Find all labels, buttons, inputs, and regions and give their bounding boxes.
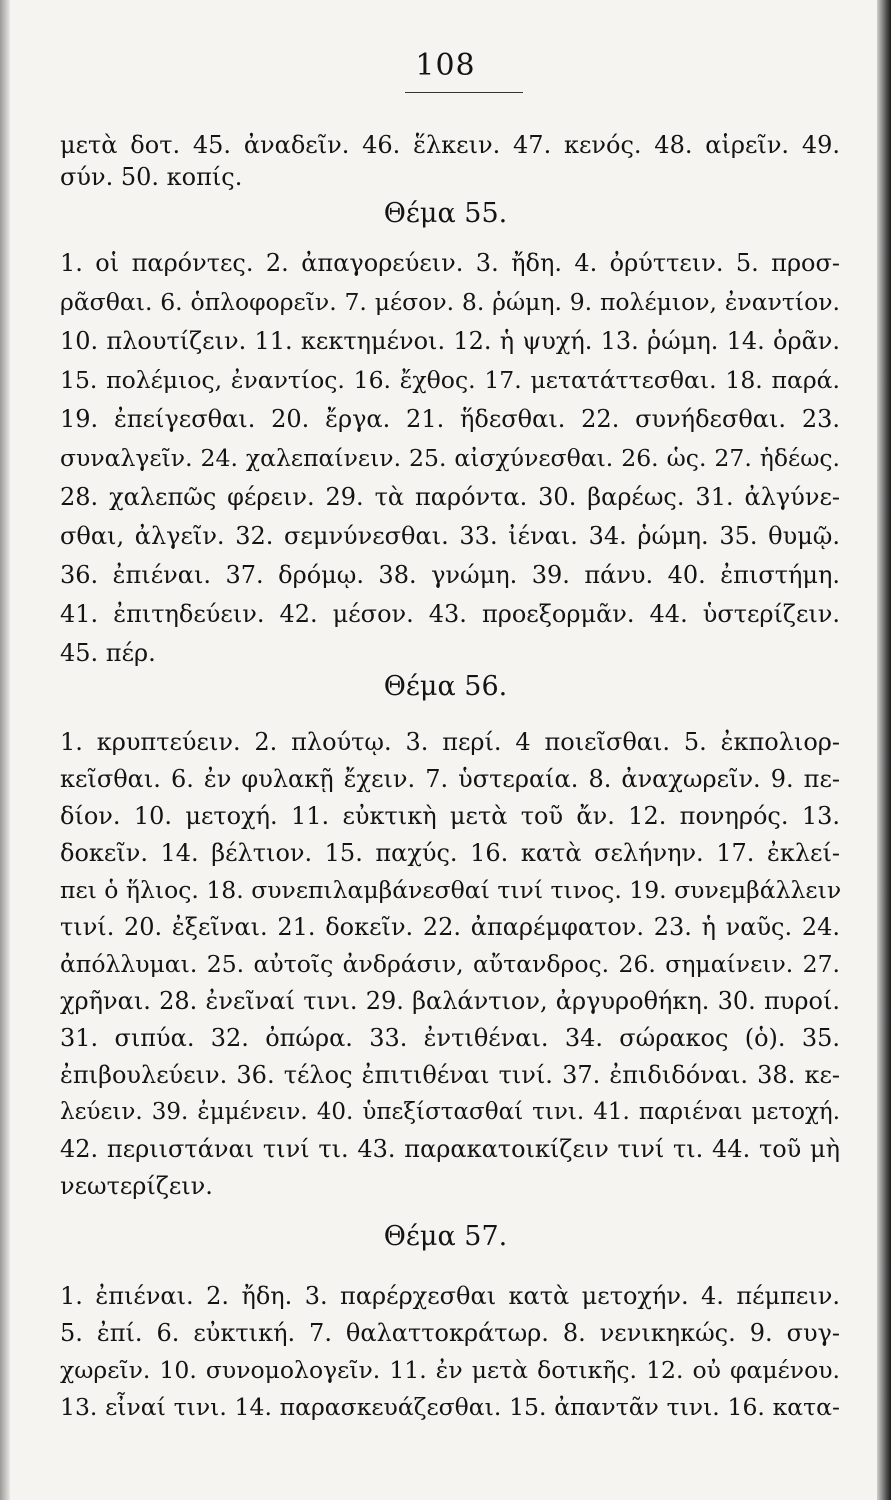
text-line: ρᾶσθαι. 6. ὁπλοφορεῖν. 7. μέσον. 8. ῥώμη. 9. πολέμιον, ἐναντίον. bbox=[60, 288, 840, 316]
text-line: 31. σιπύα. 32. ὀπώρα. 33. ἐντιθέναι. 34. σώρακος (ὁ). 35. bbox=[60, 1024, 840, 1052]
text-line: ἐπιβουλεύειν. 36. τέλος ἐπιτιθέναι τινί. 37. ἐπιδιδόναι. 38. κε- bbox=[60, 1061, 840, 1089]
text-line: 1. ἐπιέναι. 2. ἤδη. 3. παρέρχεσθαι κατὰ μετοχήν. 4. πέμπειν. bbox=[60, 1282, 840, 1310]
text-line: νεωτερίζειν. bbox=[60, 1172, 213, 1200]
text-line: δίον. 10. μετοχή. 11. εὐκτικὴ μετὰ τοῦ ἄν. 12. πονηρός. 13. bbox=[60, 802, 840, 830]
text-line: 10. πλουτίζειν. 11. κεκτημένοι. 12. ἡ ψυχή. 13. ῥώμη. 14. ὁρᾶν. bbox=[60, 327, 840, 355]
text-line: 5. ἐπί. 6. εὐκτική. 7. θαλαττοκράτωρ. 8. νενικηκώς. 9. συγ- bbox=[60, 1319, 840, 1347]
text-line: 1. κρυπτεύειν. 2. πλούτῳ. 3. περί. 4 ποιεῖσθαι. 5. ἐκπολιορ- bbox=[60, 728, 840, 756]
text-line: κεῖσθαι. 6. ἐν φυλακῇ ἔχειν. 7. ὑστεραία. 8. ἀναχωρεῖν. 9. πε- bbox=[60, 765, 840, 793]
section-heading-57: Θέμα 57. bbox=[383, 1221, 508, 1252]
text-line: τινί. 20. ἐξεῖναι. 21. δοκεῖν. 22. ἀπαρέμφατον. 23. ἡ ναῦς. 24. bbox=[60, 913, 840, 941]
text-line: μετὰ δοτ. 45. ἀναδεῖν. 46. ἕλκειν. 47. κενός. 48. αἱρεῖν. 49. bbox=[60, 131, 840, 159]
text-line: 45. πέρ. bbox=[60, 639, 156, 667]
section-heading-55: Θέμα 55. bbox=[383, 198, 508, 229]
text-line: λεύειν. 39. ἐμμένειν. 40. ὑπεξίστασθαί τινι. 41. παριέναι μετοχή. bbox=[60, 1099, 840, 1125]
text-line: χρῆναι. 28. ἐνεῖναί τινι. 29. βαλάντιον, ἀργυροθήκη. 30. πυροί. bbox=[60, 987, 840, 1015]
text-line: σθαι, ἀλγεῖν. 32. σεμνύνεσθαι. 33. ἰέναι. 34. ῥώμη. 35. θυμῷ. bbox=[60, 522, 840, 550]
text-line: χωρεῖν. 10. συνομολογεῖν. 11. ἐν μετὰ δοτικῆς. 12. οὐ φαμένου. bbox=[60, 1356, 840, 1384]
text-line: 1. οἱ παρόντες. 2. ἀπαγορεύειν. 3. ἤδη. 4. ὀρύττειν. 5. προσ- bbox=[60, 249, 840, 277]
text-line: πει ὁ ἥλιος. 18. συνεπιλαμβάνεσθαί τινί τινος. 19. συνεμβάλλειν bbox=[60, 876, 842, 904]
page-number: 108 bbox=[415, 48, 476, 83]
text-line: 42. περιιστάναι τινί τι. 43. παρακατοικίζειν τινί τι. 44. τοῦ μὴ bbox=[60, 1135, 840, 1163]
header-rule bbox=[405, 92, 523, 93]
text-line: ἀπόλλυμαι. 25. αὐτοῖς ἀνδράσιν, αὔτανδρος. 26. σημαίνειν. 27. bbox=[60, 950, 840, 978]
text-line: 28. χαλεπῶς φέρειν. 29. τὰ παρόντα. 30. βαρέως. 31. ἀλγύνε- bbox=[60, 483, 840, 511]
text-line: 36. ἐπιέναι. 37. δρόμῳ. 38. γνώμη. 39. πάνυ. 40. ἐπιστήμη. bbox=[60, 561, 840, 589]
text-line: 19. ἐπείγεσθαι. 20. ἔργα. 21. ἥδεσθαι. 22. συνήδεσθαι. 23. bbox=[60, 405, 840, 433]
text-line: 15. πολέμιος, ἐναντίος. 16. ἔχθος. 17. μετατάττεσθαι. 18. παρά. bbox=[60, 366, 840, 394]
text-line: δοκεῖν. 14. βέλτιον. 15. παχύς. 16. κατὰ σελήνην. 17. ἐκλεί- bbox=[60, 839, 840, 867]
text-line: σύν. 50. κοπίς. bbox=[60, 163, 243, 191]
text-line: συναλγεῖν. 24. χαλεπαίνειν. 25. αἰσχύνεσθαι. 26. ὡς. 27. ἡδέως. bbox=[60, 444, 840, 472]
text-line: 41. ἐπιτηδεύειν. 42. μέσον. 43. προεξορμᾶν. 44. ὑστερίζειν. bbox=[60, 600, 840, 628]
section-heading-56: Θέμα 56. bbox=[383, 671, 508, 702]
text-line: 13. εἶναί τινι. 14. παρασκευάζεσθαι. 15. ἀπαντᾶν τινι. 16. κατα- bbox=[60, 1393, 840, 1421]
